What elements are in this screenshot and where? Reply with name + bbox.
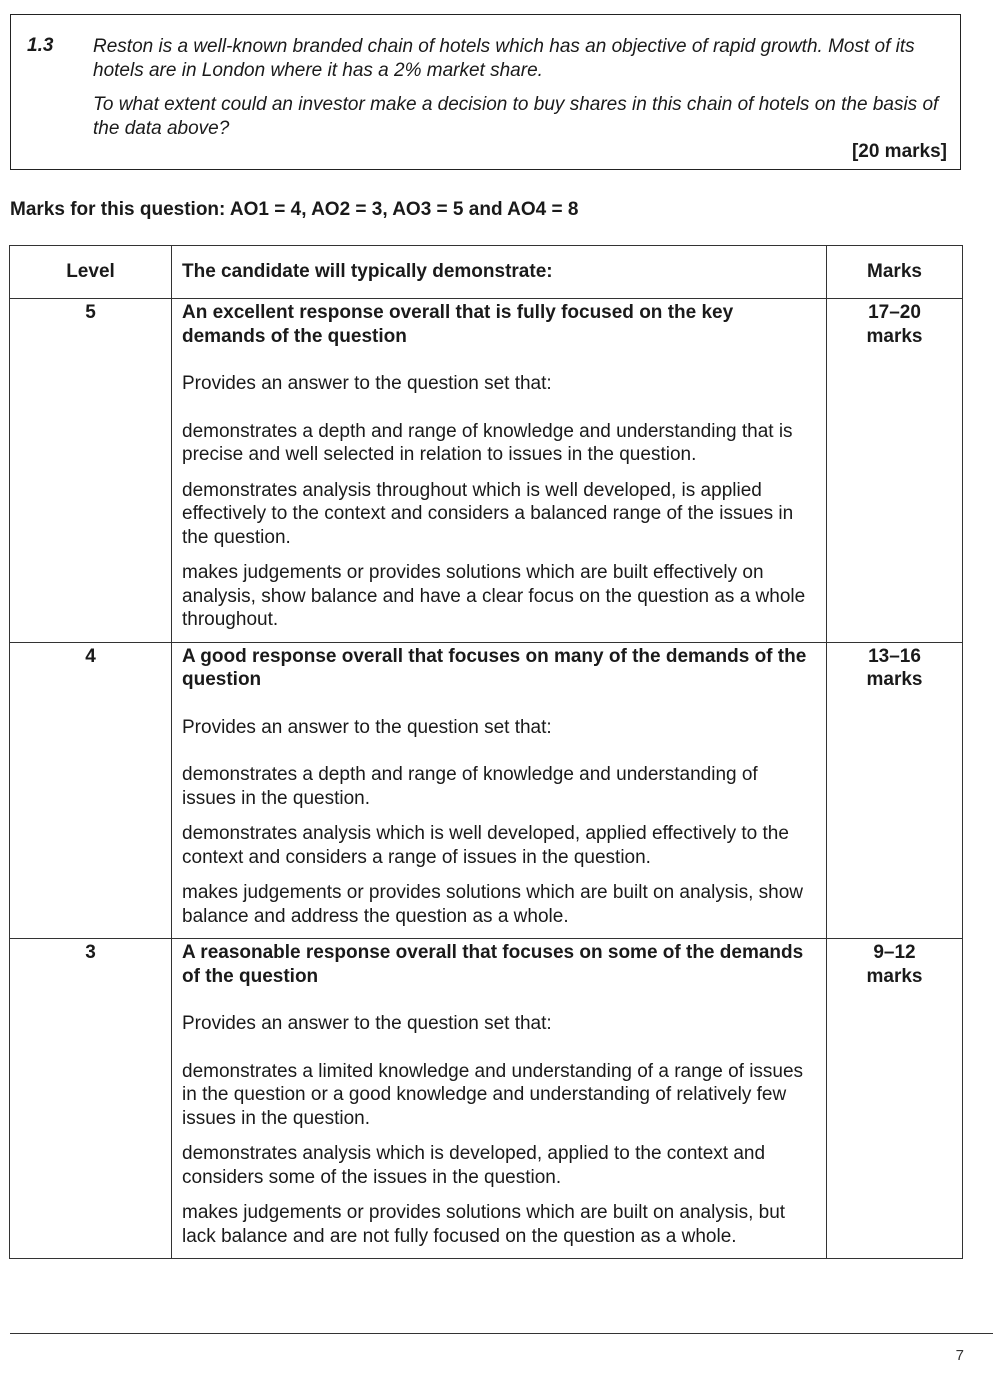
question-prompt: To what extent could an investor make a decision to buy shares in this chain of hotels on the basis of the data above? — [93, 94, 939, 139]
criterion-item: demonstrates a limited knowledge and understanding of a range of issues in the question or a good knowledge and understanding of relatively few issues in the question. — [182, 1060, 804, 1129]
marks-unit: marks — [866, 669, 923, 690]
marks-range: 17–20 — [868, 302, 921, 323]
criterion-item: demonstrates analysis throughout which is well developed, is applied effectively to the context and considers a balanced range of the issues in the question. — [182, 479, 794, 548]
table-header-row — [10, 246, 963, 299]
question-marks: [20 marks] — [851, 141, 947, 162]
criteria-list — [182, 1060, 816, 1249]
table-row — [10, 939, 963, 1259]
table-row — [10, 642, 963, 939]
provides-text: Provides an answer to the question set that: — [182, 373, 552, 394]
marks-cell — [827, 642, 963, 939]
provides-text: Provides an answer to the question set that: — [182, 1013, 552, 1034]
question-context: Reston is a well-known branded chain of hotels which has an objective of rapid growth. Most of its hotels are in London where it has a 2% market share. — [93, 36, 915, 81]
description-cell — [172, 642, 827, 939]
criterion-item: makes judgements or provides solutions which are built effectively on analysis, show balance and have a clear focus on the question as a whole throughout. — [182, 562, 806, 630]
level-heading: A reasonable response overall that focuses on some of the demands of the question — [182, 942, 804, 987]
criterion-item: demonstrates a depth and range of knowledge and understanding of issues in the question. — [182, 764, 758, 809]
marks-allocation: Marks for this question: AO1 = 4, AO2 = 3, AO3 = 5 and AO4 = 8 — [10, 199, 579, 220]
marks-cell — [827, 299, 963, 643]
table-row — [10, 299, 963, 643]
header-level: Level — [10, 246, 172, 299]
marks-range: 13–16 — [868, 645, 921, 667]
level-cell: 5 — [10, 299, 172, 643]
footer-divider — [10, 1333, 993, 1334]
marks-unit: marks — [866, 965, 923, 987]
level-heading: An excellent response overall that is fully focused on the key demands of the question — [182, 302, 734, 347]
level-descriptor-table — [9, 245, 963, 1259]
level-heading: A good response overall that focuses on many of the demands of the question — [182, 645, 807, 690]
marks-unit: marks — [866, 325, 923, 347]
question-number: 1.3 — [27, 35, 54, 56]
page-number: 7 — [955, 1347, 964, 1364]
marks-cell — [827, 939, 963, 1259]
question-box — [10, 14, 961, 170]
criterion-item: demonstrates analysis which is well developed, applied effectively to the context and considers a range of issues in the question. — [182, 823, 789, 868]
description-cell — [172, 299, 827, 643]
header-description: The candidate will typically demonstrate: — [172, 246, 827, 299]
criterion-item: demonstrates a depth and range of knowledge and understanding that is precise and well selected in relation to issues in the question. — [182, 420, 793, 465]
criteria-list — [182, 763, 816, 928]
marks-range: 9–12 — [873, 942, 916, 963]
level-cell: 3 — [10, 939, 172, 1259]
criterion-item: makes judgements or provides solutions which are built on analysis, show balance and address the question as a whole. — [182, 882, 803, 927]
criteria-list — [182, 420, 816, 632]
header-marks: Marks — [827, 246, 963, 299]
description-cell — [172, 939, 827, 1259]
criterion-item: makes judgements or provides solutions which are built on analysis, but lack balance and are not fully focused on the question as a whole. — [182, 1202, 786, 1247]
level-cell: 4 — [10, 642, 172, 939]
criterion-item: demonstrates analysis which is developed, applied to the context and considers some of the issues in the question. — [182, 1143, 766, 1188]
provides-text: Provides an answer to the question set that: — [182, 716, 552, 738]
